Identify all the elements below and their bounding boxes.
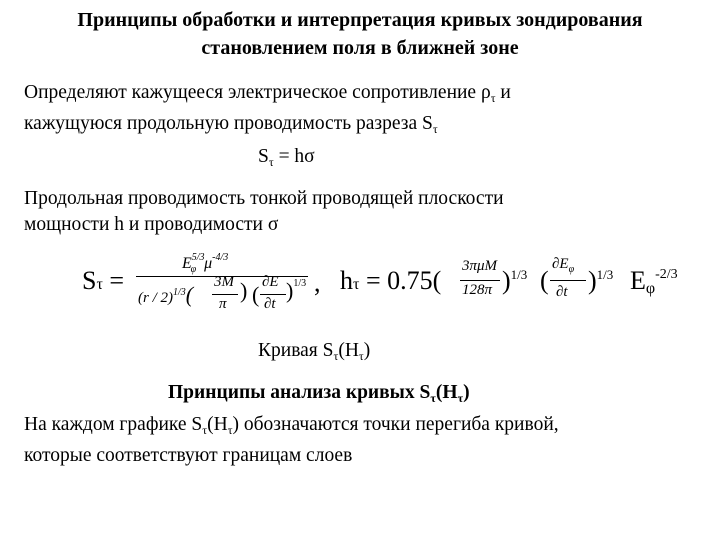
den-inner-bar-1	[212, 294, 238, 295]
intro-line-1: Определяют кажущееся электрическое сопротивление $\rho_\tau$ и	[24, 82, 511, 105]
s-lhs: Sτ =	[82, 266, 125, 295]
den-close-2: )$^{1/3}$	[286, 278, 307, 303]
den-3m: 3M	[214, 274, 234, 290]
h-open-2: (	[540, 266, 549, 295]
den-de: ∂E	[262, 274, 279, 290]
den-pi: π	[219, 296, 227, 312]
den-paren-close: )	[240, 278, 248, 303]
title-line-1: Принципы обработки и интерпретация кривых зондирования	[77, 9, 643, 31]
h-close-1: )$^{1/3}$	[502, 266, 528, 295]
h-close-2: )$^{1/3}$	[588, 266, 614, 295]
analysis-paragraph	[24, 412, 559, 469]
title-line-2: становлением поля в ближней зоне	[201, 37, 519, 59]
curve-label: Кривая $S_\tau(H_\tau)$	[258, 340, 371, 363]
conductance-formulas	[82, 238, 692, 330]
den-dt: ∂t	[264, 296, 276, 312]
formula-comma: ,	[314, 268, 321, 297]
h-inner-bar	[550, 280, 586, 281]
fraction-numerator: $E^{5/3}_\varphi$ $\mu^{-4/3}$	[182, 252, 229, 275]
h-lhs: hτ = 0.75(	[340, 266, 442, 295]
intro-paragraph	[24, 80, 511, 142]
h-fraction-num: 3πμM	[462, 258, 498, 274]
conductance-equation: $S_\tau = h\sigma$	[258, 146, 315, 169]
den-inner-bar-2	[260, 294, 286, 295]
analysis-heading: Принципы анализа кривых $S_\tau(H_\tau)$	[168, 382, 470, 405]
fraction-denominator: (r / 2)$^{1/3}$(	[138, 282, 194, 307]
analysis-line-1: На каждом графике $S_\tau(H_\tau)$ обозначаются точки перегиба кривой,	[24, 414, 559, 437]
conductance-line-2: мощности h и проводимости σ	[24, 214, 279, 235]
analysis-line-2: которые соответствуют границам слоев	[24, 445, 353, 466]
slide-title	[0, 6, 720, 62]
h-de: $\partial E_\varphi$	[552, 256, 575, 275]
h-fraction-bar	[460, 280, 500, 281]
conductance-line-1: Продольная проводимость тонкой проводящей плоскости	[24, 188, 504, 209]
h-e-term: $E\varphi^{-2/3}$	[630, 266, 678, 297]
h-fraction-den: 128π	[462, 282, 493, 298]
intro-line-2: кажущуюся продольную проводимость разреза $S_\tau$	[24, 113, 438, 136]
den-paren-open-2: (	[252, 282, 260, 307]
h-dt: ∂t	[556, 284, 568, 300]
conductance-paragraph	[24, 186, 504, 238]
